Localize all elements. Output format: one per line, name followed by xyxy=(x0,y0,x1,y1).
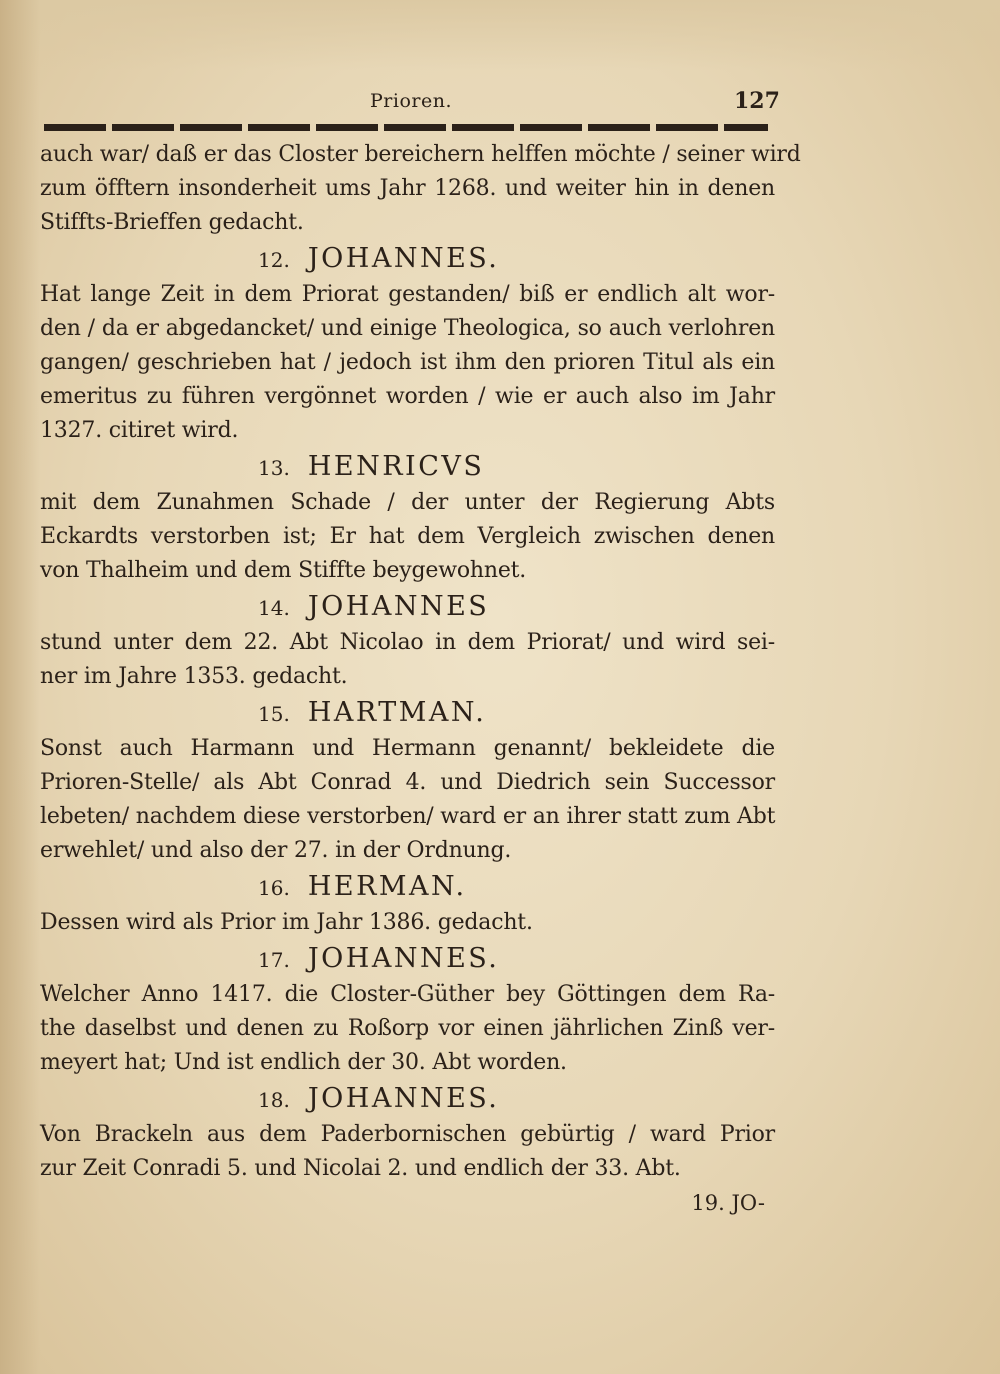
page-stain-top xyxy=(0,0,1000,70)
entry-name: JOHANNES. xyxy=(307,1083,500,1114)
entry-name: JOHANNES. xyxy=(307,243,500,274)
text-line: auch war/ daß er das Closter bereichern helffen möchte / seiner wird xyxy=(40,142,801,167)
text-line: meyert hat; Und ist endlich der 30. Abt worden. xyxy=(40,1050,567,1075)
text-line: Prioren-Stelle/ als Abt Conrad 4. und Diedrich sein Successor xyxy=(40,770,775,795)
text-line: Von Brackeln aus dem Paderbornischen gebürtig / ward Prior xyxy=(40,1122,775,1147)
entry-number: 18. xyxy=(258,1088,290,1112)
entry-number: 13. xyxy=(258,456,290,480)
entry-name: JOHANNES xyxy=(307,591,490,622)
header-rule xyxy=(44,124,768,131)
entry-name: HERMAN. xyxy=(307,871,467,902)
entry-heading xyxy=(40,694,775,732)
entry-heading xyxy=(40,1080,775,1118)
text-line: von Thalheim und dem Stiffte beygewohnet. xyxy=(40,558,527,583)
text-line: Dessen wird als Prior im Jahr 1386. gedacht. xyxy=(40,910,533,935)
text-line: Welcher Anno 1417. die Closter-Güther bey Göttingen dem Ra- xyxy=(40,982,775,1007)
running-head: Prioren. xyxy=(370,90,452,112)
text-line: Eckardts verstorben ist; Er hat dem Vergleich zwischen denen xyxy=(40,524,775,549)
text-line: zum öfftern insonderheit ums Jahr 1268. und weiter hin in denen xyxy=(40,176,775,201)
entry-number: 16. xyxy=(258,876,290,900)
entry-number: 12. xyxy=(258,248,290,272)
body-text xyxy=(40,138,801,1220)
entry-heading xyxy=(40,448,775,486)
entry-heading xyxy=(40,940,775,978)
entry-number: 17. xyxy=(258,948,290,972)
entry-name: HENRICVS xyxy=(307,451,485,482)
text-line: gangen/ geschrieben hat / jedoch ist ihm den prioren Titul als ein xyxy=(40,350,775,375)
text-line: the daselbst und denen zu Roßorp vor einen jährlichen Zinß ver- xyxy=(40,1016,775,1041)
page-header xyxy=(40,88,780,122)
text-line: erwehlet/ und also der 27. in der Ordnung. xyxy=(40,838,512,863)
page-number: 127 xyxy=(734,88,780,114)
text-line: Sonst auch Harmann und Hermann genannt/ bekleidete die xyxy=(40,736,775,761)
text-line: Stiffts-Brieffen gedacht. xyxy=(40,210,304,235)
text-line: ner im Jahre 1353. gedacht. xyxy=(40,664,348,689)
entry-name: JOHANNES. xyxy=(307,943,500,974)
text-line: 1327. citiret wird. xyxy=(40,418,239,443)
text-line: den / da er abgedancket/ und einige Theologica, so auch verlohren xyxy=(40,316,775,341)
text-line: mit dem Zunahmen Schade / der unter der Regierung Abts xyxy=(40,490,775,515)
entry-heading xyxy=(40,868,775,906)
entry-number: 14. xyxy=(258,596,290,620)
catchword: 19. JO- xyxy=(691,1191,765,1215)
entry-heading xyxy=(40,588,775,626)
entry-heading xyxy=(40,240,775,278)
text-line: zur Zeit Conradi 5. und Nicolai 2. und endlich der 33. Abt. xyxy=(40,1156,681,1181)
text-line: stund unter dem 22. Abt Nicolao in dem Priorat/ und wird sei- xyxy=(40,630,775,655)
page-stain-left xyxy=(0,0,40,1374)
entry-number: 15. xyxy=(258,702,290,726)
entry-name: HARTMAN. xyxy=(307,697,487,728)
text-line: lebeten/ nachdem diese verstorben/ ward er an ihrer statt zum Abt xyxy=(40,804,776,829)
text-line: Hat lange Zeit in dem Priorat gestanden/ biß er endlich alt wor- xyxy=(40,282,775,307)
text-line: emeritus zu führen vergönnet worden / wie er auch also im Jahr xyxy=(40,384,775,409)
